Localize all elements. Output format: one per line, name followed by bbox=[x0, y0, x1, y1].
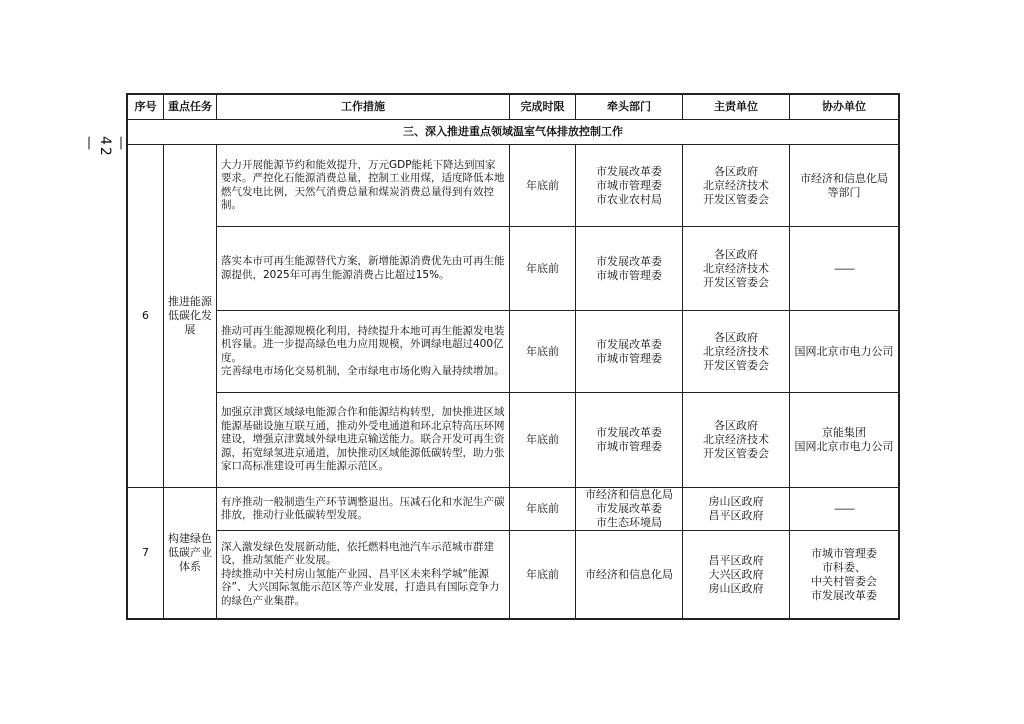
header-measures: 工作措施 bbox=[217, 95, 510, 120]
measure-text: 完善绿电市场化交易机制，全市绿电市场化购入量持续增加。 bbox=[221, 365, 505, 377]
header-assist: 协办单位 bbox=[790, 95, 899, 120]
responsible-unit: 北京经济技术 bbox=[703, 433, 769, 446]
table-row bbox=[128, 488, 899, 531]
deadline-cell: 年底前 bbox=[510, 393, 576, 488]
lead-dept: 市发展改革委 bbox=[596, 426, 662, 439]
measure-cell bbox=[217, 393, 510, 488]
measure-text: 持续推动中关村房山氢能产业园、昌平区未来科学城“能源谷”、大兴国际氢能示范区等产业发展，打造具有国际竞争力的绿色产业集群。 bbox=[221, 567, 500, 607]
lead-dept: 市生态环境局 bbox=[596, 516, 662, 529]
responsible-unit: 房山区政府 bbox=[708, 581, 764, 595]
responsible-unit: 北京经济技术 bbox=[703, 261, 769, 275]
table-header bbox=[128, 95, 899, 120]
plan-table bbox=[127, 94, 899, 619]
deadline-cell: 年底前 bbox=[510, 311, 576, 393]
responsible-unit: 房山区政府 bbox=[708, 495, 764, 508]
lead-dept: 市经济和信息化局 bbox=[585, 567, 673, 581]
lead-dept-cell bbox=[576, 227, 683, 311]
lead-dept: 市城市管理委 bbox=[596, 178, 662, 192]
task-name: 构建绿色低碳产业体系 bbox=[164, 488, 217, 619]
deadline-cell: 年底前 bbox=[510, 145, 576, 227]
assist-unit-cell bbox=[790, 311, 899, 393]
responsible-unit-cell bbox=[683, 393, 790, 488]
measure-text: 加强京津冀区域绿电能源合作和能源结构转型，加快推进区域能源基础设施互联互通，推动外受电通道和环北京特高压环网建设，增强京津冀域外绿电进京输送能力。联合开发可再生资源，拓宽绿氢进京通道，加快推动区域能源低碳转型，助力张家口高标准建设可再生能源示范区。 bbox=[221, 406, 505, 473]
responsible-unit: 各区政府 bbox=[714, 330, 758, 344]
assist-unit: 中关村管委会 bbox=[811, 574, 877, 588]
measure-text: 有序推动一般制造生产环节调整退出。压减石化和水泥生产碳排放，推动行业低碳转型发展。 bbox=[221, 495, 505, 521]
header-task: 重点任务 bbox=[164, 95, 217, 120]
responsible-unit: 各区政府 bbox=[714, 164, 758, 178]
section-title: 三、深入推进重点领域温室气体排放控制工作 bbox=[128, 120, 899, 145]
measure-text: 深入激发绿色发展新动能，依托燃料电池汽车示范城市群建设，推动氢能产业发展。 bbox=[221, 540, 494, 567]
measure-text: 大力开展能源节约和能效提升，万元GDP能耗下降达到国家要求。严控化石能源消费总量，控制工业用煤，适度降低本地燃气发电比例，天然气消费总量和煤炭消费总量得到有效控制。 bbox=[221, 158, 505, 211]
responsible-unit: 开发区管委会 bbox=[703, 447, 769, 460]
responsible-unit-cell bbox=[683, 311, 790, 393]
responsible-unit-cell bbox=[683, 531, 790, 619]
header-deadline: 完成时限 bbox=[510, 95, 576, 120]
assist-unit: 市发展改革委 bbox=[811, 588, 877, 602]
lead-dept: 市发展改革委 bbox=[596, 502, 662, 515]
lead-dept-cell bbox=[576, 145, 683, 227]
assist-unit: 国网北京市电力公司 bbox=[794, 440, 894, 453]
table-body bbox=[128, 120, 899, 619]
table-row bbox=[128, 145, 899, 227]
responsible-unit: 开发区管委会 bbox=[703, 192, 769, 206]
lead-dept-cell bbox=[576, 531, 683, 619]
measure-text: 推动可再生能源规模化利用，持续提升本地可再生能源发电装机容量。进一步提高绿色电力应用规模，外调绿电超过400亿度。 bbox=[221, 324, 505, 364]
assist-unit: —— bbox=[834, 502, 854, 515]
lead-dept: 市经济和信息化局 bbox=[585, 488, 673, 501]
lead-dept: 市城市管理委 bbox=[596, 440, 662, 453]
responsible-unit: 昌平区政府 bbox=[708, 509, 764, 522]
assist-unit: 市城市管理委 bbox=[811, 546, 877, 560]
task-index: 7 bbox=[128, 488, 164, 619]
lead-dept-cell bbox=[576, 488, 683, 531]
measure-cell bbox=[217, 145, 510, 227]
responsible-unit-cell bbox=[683, 488, 790, 531]
lead-dept-cell bbox=[576, 393, 683, 488]
responsible-unit-cell bbox=[683, 145, 790, 227]
task-index: 6 bbox=[128, 145, 164, 488]
assist-unit: 市经济和信息化局 bbox=[800, 171, 888, 185]
header-lead: 牵头部门 bbox=[576, 95, 683, 120]
assist-unit-cell bbox=[790, 531, 899, 619]
table-row bbox=[128, 227, 899, 311]
assist-unit: —— bbox=[834, 261, 854, 275]
lead-dept: 市城市管理委 bbox=[596, 351, 662, 365]
header-index: 序号 bbox=[128, 95, 164, 120]
task-name: 推进能源低碳化发展 bbox=[164, 145, 217, 488]
table-row bbox=[128, 393, 899, 488]
measure-cell bbox=[217, 488, 510, 531]
header-responsible: 主责单位 bbox=[683, 95, 790, 120]
lead-dept: 市城市管理委 bbox=[596, 268, 662, 282]
measure-text: 落实本市可再生能源替代方案，新增能源消费优先由可再生能源提供，2025年可再生能源消费占比超过15%。 bbox=[221, 255, 505, 281]
measure-cell bbox=[217, 227, 510, 311]
responsible-unit: 开发区管委会 bbox=[703, 358, 769, 372]
lead-dept: 市发展改革委 bbox=[596, 254, 662, 268]
table-row bbox=[128, 311, 899, 393]
table-row bbox=[128, 531, 899, 619]
responsible-unit: 北京经济技术 bbox=[703, 344, 769, 358]
lead-dept: 市发展改革委 bbox=[596, 164, 662, 178]
lead-dept: 市发展改革委 bbox=[596, 337, 662, 351]
assist-unit-cell bbox=[790, 488, 899, 531]
lead-dept: 市农业农村局 bbox=[596, 192, 662, 206]
deadline-cell: 年底前 bbox=[510, 227, 576, 311]
lead-dept-cell bbox=[576, 311, 683, 393]
responsible-unit: 开发区管委会 bbox=[703, 275, 769, 289]
responsible-unit: 各区政府 bbox=[714, 419, 758, 432]
assist-unit: 等部门 bbox=[827, 185, 861, 199]
measure-cell bbox=[217, 531, 510, 619]
assist-unit: 国网北京市电力公司 bbox=[794, 344, 894, 358]
deadline-cell: 年底前 bbox=[510, 488, 576, 531]
responsible-unit: 大兴区政府 bbox=[708, 567, 764, 581]
deadline-cell: 年底前 bbox=[510, 531, 576, 619]
assist-unit-cell bbox=[790, 145, 899, 227]
responsible-unit-cell bbox=[683, 227, 790, 311]
responsible-unit: 昌平区政府 bbox=[708, 553, 764, 567]
assist-unit-cell bbox=[790, 227, 899, 311]
responsible-unit: 各区政府 bbox=[714, 247, 758, 261]
page-number: — 42 — bbox=[81, 136, 129, 158]
assist-unit-cell bbox=[790, 393, 899, 488]
responsible-unit: 北京经济技术 bbox=[703, 178, 769, 192]
assist-unit: 市科委、 bbox=[822, 560, 866, 574]
measure-cell bbox=[217, 311, 510, 393]
assist-unit: 京能集团 bbox=[822, 426, 866, 439]
